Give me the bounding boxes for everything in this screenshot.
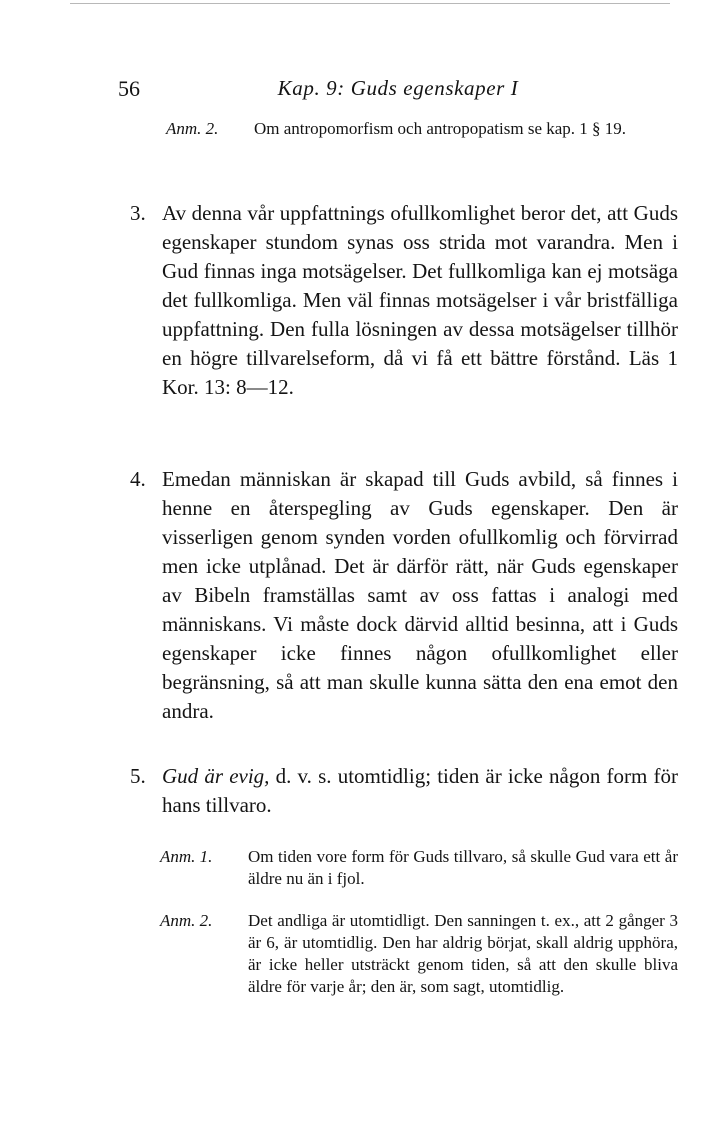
note-anm-2-top (166, 118, 676, 140)
page-number: 56 (118, 76, 140, 101)
note-anm-2 (160, 910, 678, 998)
section-4 (130, 465, 678, 726)
note-text: Om antropomorfism och antropopatism se kap. 1 § 19. (254, 119, 627, 138)
top-rule (70, 3, 670, 4)
section-number: 4. (130, 467, 146, 491)
running-title: Kap. 9: Guds egenskaper I (277, 76, 519, 100)
section-5 (130, 762, 678, 820)
section-text: Av denna vår uppfattnings ofullkomlighet beror det, att Guds egenskaper stundom synas oss strida mot varandra. Men i Gud finnas inga motsägelser. Det fullkomliga kan ej motsäga det fullkomliga. Men väl finnas motsägelser i vår bristfälliga uppfattning. Den fulla lösningen av dessa motsägelser tillhör en högre tillvarelseform, då vi få ett bättre förstånd. Läs 1 Kor. 13: 8—12. (162, 201, 678, 399)
note-text: Om tiden vore form för Guds tillvaro, så skulle Gud vara ett år äldre nu än i fjol. (248, 847, 678, 888)
section-3 (130, 199, 678, 402)
note-label: Anm. 2. (160, 911, 213, 930)
note-label: Anm. 1. (160, 847, 213, 866)
section-lead: Gud är evig, (162, 764, 270, 788)
note-text: Det andliga är utomtidligt. Den sanningen t. ex., att 2 gånger 3 är 6, är utomtidlig. Den har aldrig börjat, skall aldrig upphöra, är icke heller utsträckt genom tiden, så att den skulle bliva äldre för varje år; den är, som sagt, utomtidlig. (248, 911, 678, 996)
section-body (162, 762, 678, 820)
page-header (118, 76, 678, 102)
section-text: d. v. s. utomtidlig; tiden är icke någon form för hans tillvaro. (162, 764, 678, 817)
section-text: Emedan människan är skapad till Guds avbild, så finnes i henne en återspegling av Guds egenskaper. Den är visserligen genom synden vorden ofullkomlig och förvirrad men icke utplånad. Det är därför rätt, när Guds egenskaper av Bibeln framställas samt av oss fattas i analogi med människans. Vi måste dock därvid alltid besinna, att i Guds egenskaper icke finnes någon ofullkomlighet eller begränsning, så att man skulle kunna sätta den ena emot den andra. (162, 467, 678, 723)
note-label: Anm. 2. (166, 119, 219, 138)
section-number: 3. (130, 201, 146, 225)
note-anm-1 (160, 846, 678, 890)
section-number: 5. (130, 764, 146, 788)
